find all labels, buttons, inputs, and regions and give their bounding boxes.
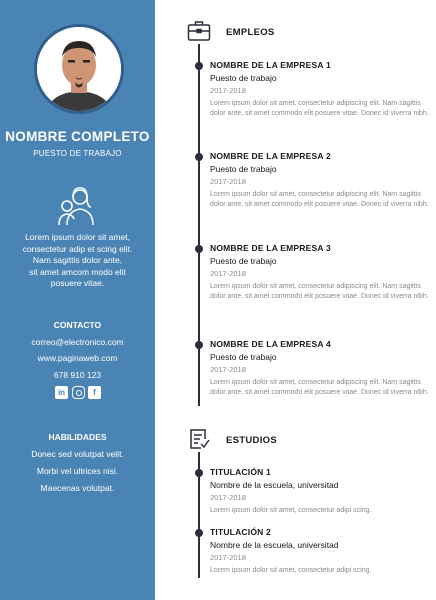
portrait-icon (37, 27, 121, 111)
job-position: Puesto de trabajo (210, 73, 277, 83)
job-description: Lorem ipsum dolor sit amet, consectetur adipiscing elit. Nam sagittis dolor ante, sit amet commodo elit posuere vitae. Donec id viverra nibh. (210, 379, 429, 396)
checklist-icon (187, 428, 211, 450)
job-entry-2 (210, 151, 430, 210)
degree-title: TITULACIÓN 2 (210, 527, 271, 537)
job-dates: 2017-2018 (210, 177, 246, 186)
linkedin-icon[interactable]: in (55, 386, 68, 399)
study-dates: 2017-2018 (210, 553, 246, 562)
company-name: NOMBRE DE LA EMPRESA 1 (210, 60, 331, 70)
job-dates: 2017-2018 (210, 86, 246, 95)
job-position: Puesto de trabajo (210, 256, 277, 266)
timeline-dot (195, 341, 203, 349)
job-position: Puesto de trabajo (210, 352, 277, 362)
phone-number: 678 910 123 (53, 370, 102, 380)
people-icon (56, 185, 98, 227)
social-links (55, 386, 101, 400)
job-entry-4 (210, 339, 430, 398)
skill-item: Morbi vel ultrices nisi. (36, 466, 119, 476)
study-dates: 2017-2018 (210, 493, 246, 502)
education-section-title: ESTUDIOS (226, 435, 277, 446)
degree-title: TITULACIÓN 1 (210, 467, 271, 477)
study-description: Lorem ipsum dolor sit amet, consectetur adipi scing. (210, 507, 372, 514)
instagram-icon[interactable] (72, 386, 85, 399)
education-entry-2 (210, 527, 430, 576)
company-name: NOMBRE DE LA EMPRESA 3 (210, 243, 331, 253)
facebook-icon[interactable]: f (88, 386, 101, 399)
job-position: Puesto de trabajo (210, 164, 277, 174)
job-description: Lorem ipsum dolor sit amet, consectetur adipiscing elit. Nam sagittis dolor ante, sit amet commodo elit posuere vitae. Donec id viverra nibh. (210, 191, 429, 208)
full-name: NOMBRE COMPLETO (5, 129, 150, 144)
company-name: NOMBRE DE LA EMPRESA 4 (210, 339, 331, 349)
timeline-dot (195, 529, 203, 537)
education-entry-1 (210, 467, 430, 516)
job-entry-3 (210, 243, 430, 302)
timeline-dot (195, 153, 203, 161)
skill-item: Donec sed volutpat velit. (31, 449, 124, 459)
school-name: Nombre de la escuela, universitad (210, 480, 339, 490)
study-description: Lorem ipsum dolor sit amet, consectetur adipi scing. (210, 567, 372, 574)
about-text: Lorem ipsum dolor sit amet, consectetur adip et scing elit. Nam sagittis dolor ante, sit amet amcom modo elit posuere vitae. (22, 232, 133, 288)
employment-timeline (198, 44, 200, 406)
skill-item: Maecenas volutpat. (40, 483, 115, 493)
website-link[interactable]: www.paginaweb.com (37, 353, 118, 363)
briefcase-icon (187, 20, 211, 42)
job-entry-1 (210, 60, 430, 119)
contact-title: CONTACTO (53, 320, 102, 330)
job-dates: 2017-2018 (210, 365, 246, 374)
employment-section-title: EMPLEOS (226, 27, 275, 38)
job-description: Lorem ipsum dolor sit amet, consectetur adipiscing elit. Nam sagittis dolor ante, sit amet commodo elit posuere vitae. Donec id viverra nibh. (210, 100, 429, 117)
timeline-dot (195, 469, 203, 477)
job-dates: 2017-2018 (210, 269, 246, 278)
sidebar (0, 0, 155, 600)
company-name: NOMBRE DE LA EMPRESA 2 (210, 151, 331, 161)
timeline-dot (195, 245, 203, 253)
job-description: Lorem ipsum dolor sit amet, consectetur adipiscing elit. Nam sagittis dolor ante, sit amet commodo elit posuere vitae. Donec id viverra nibh. (210, 283, 429, 300)
email-link[interactable]: correo@electronico.com (31, 337, 124, 347)
school-name: Nombre de la escuela, universitad (210, 540, 339, 550)
timeline-dot (195, 62, 203, 70)
skills-title: HABILIDADES (48, 432, 107, 442)
profile-photo (34, 24, 124, 114)
job-title: PUESTO DE TRABAJO (33, 149, 122, 158)
